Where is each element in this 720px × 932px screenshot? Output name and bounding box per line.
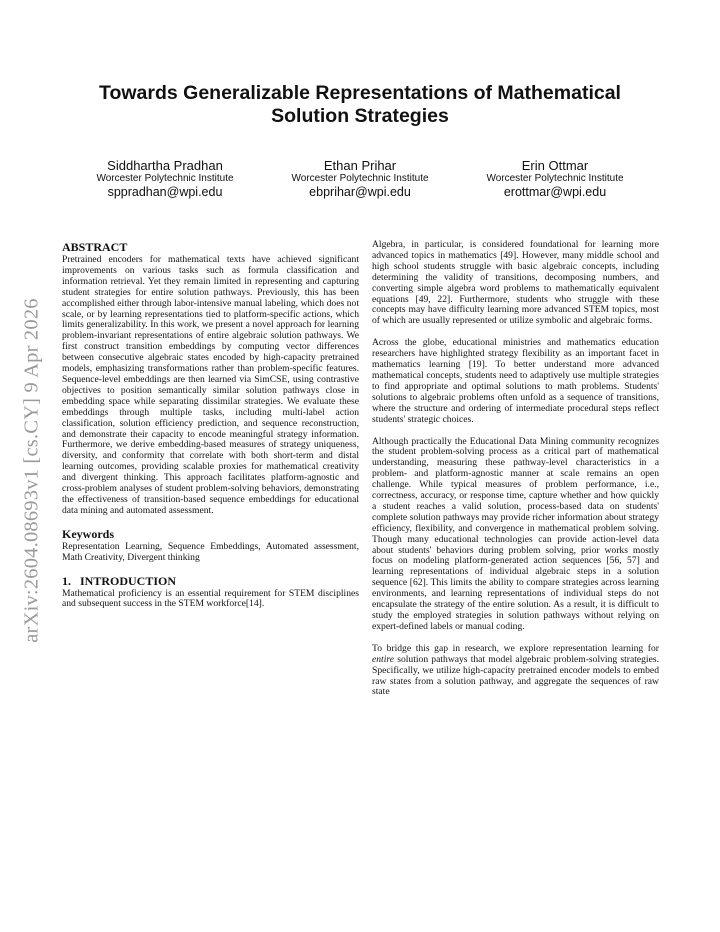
author-email: sppradhan@wpi.edu bbox=[107, 185, 223, 199]
left-column bbox=[62, 240, 359, 610]
right-column bbox=[372, 240, 659, 698]
body-paragraph-2: Across the globe, educational ministries and mathematics education researchers have highlighted strategy flexibility as an important facet in mathematics learning [19]. To better understand more advanced mathematical concepts, students need to adaptively use multiple strategies to find appropriate and optimal solutions to math problems. Students' solutions to algebraic problems often unfold as a sequence of transitions, where the structure and ordering of intermediate procedural steps reflect students' strategic choices. bbox=[372, 337, 659, 425]
author-block bbox=[70, 158, 650, 200]
paragraph-text-start: To bridge this gap in research, we explore representation learning for bbox=[372, 642, 659, 654]
author-affiliation: Worcester Polytechnic Institute bbox=[291, 173, 429, 184]
abstract-heading: ABSTRACT bbox=[62, 240, 128, 254]
author-affiliation: Worcester Polytechnic Institute bbox=[486, 173, 624, 184]
author-name: Erin Ottmar bbox=[521, 158, 589, 173]
body-paragraph-4 bbox=[372, 644, 659, 699]
introduction-text: Mathematical proficiency is an essential requirement for STEM disciplines and subsequent success in the STEM workforce[14]. bbox=[62, 587, 359, 610]
emphasized-word: entire bbox=[372, 653, 395, 665]
author-3 bbox=[460, 158, 650, 200]
introduction-heading: 1. INTRODUCTION bbox=[62, 573, 177, 588]
arxiv-identifier-text: arXiv:2604.08693v1 [cs.CY] 9 Apr 2026 bbox=[20, 297, 43, 643]
paragraph-text-end: solution pathways that model algebraic problem-solving strategies. Specifically, we utilize high-capacity pretrained encoder models to embed raw states from a solution pathway, and aggregate the sequences of raw state bbox=[372, 653, 659, 698]
author-name: Siddhartha Pradhan bbox=[107, 158, 223, 173]
author-email: ebprihar@wpi.edu bbox=[309, 185, 411, 199]
author-affiliation: Worcester Polytechnic Institute bbox=[96, 173, 234, 184]
author-2 bbox=[265, 158, 455, 200]
keywords-heading: Keywords bbox=[62, 526, 114, 541]
author-email: erottmar@wpi.edu bbox=[503, 185, 607, 199]
paper-title: Towards Generalizable Representations of Mathematical Solution Strategies bbox=[99, 82, 621, 127]
author-1 bbox=[70, 158, 260, 200]
arxiv-identifier-stamp bbox=[8, 230, 56, 710]
body-paragraph-1: Algebra, in particular, is considered foundational for learning more advanced topics in mathematics [49]. However, many middle school and high school students struggle with basic algebraic concepts, including determining the validity of transitions, decomposing numbers, and converting simple algebra word problems to mathematically equivalent equations [49, 22]. Furthermore, students who struggle with these concepts may have difficulty learning more advanced STEM topics, most of which are usually represented or utilize symbolic and algebraic forms. bbox=[372, 239, 659, 327]
abstract-text: Pretrained encoders for mathematical texts have achieved significant improvements on various tasks such as formula classification and information retrieval. Yet they remain limited in representing and capturing student strategies for entire solution pathways. Previously, this has been accomplished either through labor-intensive manual labeling, which does not scale, or by learning representations tied to platform-specific actions, which limits generalizability. In this work, we present a novel approach for learning problem-invariant representations of entire algebraic solution pathways. We first construct transition embeddings by computing vector differences between consecutive algebraic states encoded by high-capacity pretrained models, emphasizing transformations rather than problem-specific features. Sequence-level embeddings are then learned via SimCSE, using contrastive objectives to position semantically similar solution pathways close in embedding space while separating dissimilar strategies. We evaluate these embeddings through multiple tasks, including multi-label action classification, solution efficiency prediction, and sequence reconstruction, and demonstrate their capacity to encode meaningful strategy information. Furthermore, we derive embedding-based measures of strategy uniqueness, diversity, and conformity that correlate with both short-term and distal learning outcomes, providing scalable proxies for mathematical creativity and divergent thinking. This approach facilitates platform-agnostic and cross-problem analyses of student problem-solving behaviors, demonstrating the effectiveness of transition-based sequence embeddings for educational data mining and automated assessment. bbox=[62, 254, 359, 516]
body-paragraph-3: Although practically the Educational Data Mining community recognizes the student problem-solving process as a critical part of mathematical understanding, measuring these pathway-level characteristics in a problem- and platform-agnostic manner at scale remains an open challenge. While typical measures of problem performance, i.e., correctness, accuracy, or response time, capture whether and how quickly a student reaches a valid solution, process-based data on students' complete solution pathways may provide richer information about strategy efficiency, flexibility, and convergence in mathematical problem solving. Though many educational technologies can provide action-level data about students' behaviors during problem solving, prior works mostly focus on modeling platform-generated action sequences [56, 57] and learning representations of individual algebraic steps in a solution sequence [62]. This limits the ability to compare strategies across learning environments, and learning representations of individual steps do not encapsulate the strategy of the entire solution. As a result, it is difficult to study the employed strategies in solution pathways without relying on expert-defined labels or manual coding. bbox=[372, 435, 659, 632]
author-name: Ethan Prihar bbox=[323, 158, 397, 173]
keywords-text: Representation Learning, Sequence Embeddings, Automated assessment, Math Creativity, Divergent thinking bbox=[62, 540, 359, 563]
